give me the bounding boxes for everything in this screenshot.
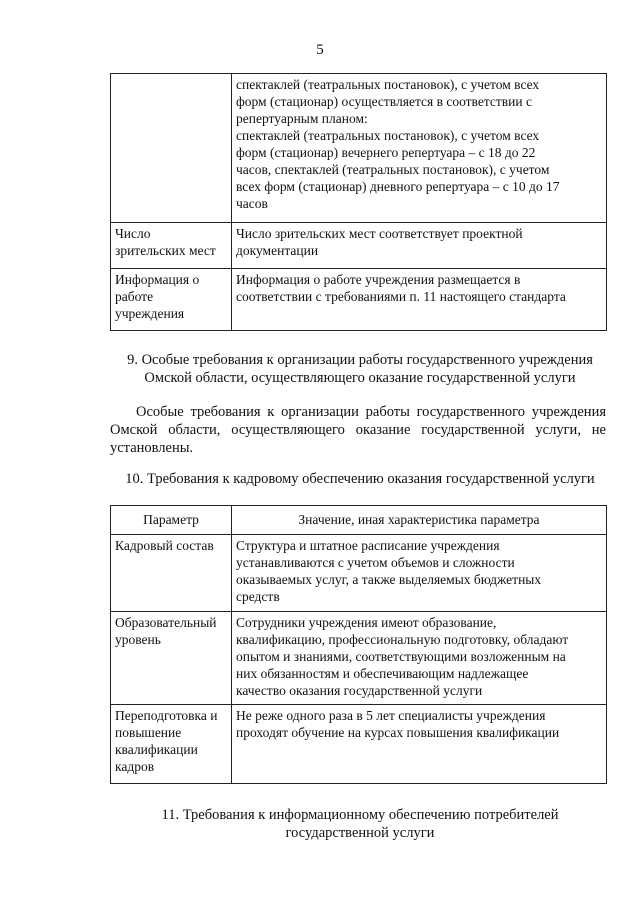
cell-line: всех форм (стационар) дневного репертуара – с 10 до 17: [236, 179, 560, 194]
value-cell: [232, 269, 607, 331]
cell-line: устанавливаются с учетом объемов и сложности: [236, 555, 515, 570]
cell-line: часов: [236, 196, 268, 211]
table-header-row: [111, 506, 607, 535]
param-cell: [111, 705, 232, 784]
cell-line: оказываемых услуг, а также выделяемых бюджетных: [236, 572, 542, 587]
column-header-value: Значение, иная характеристика параметра: [232, 506, 607, 535]
cell-line: Кадровый состав: [115, 538, 214, 553]
cell-line: спектаклей (театральных постановок), с учетом всех: [236, 128, 540, 143]
cell-line: репертуарным планом:: [236, 111, 368, 126]
cell-line: уровень: [115, 632, 161, 647]
table-row: [111, 612, 607, 705]
cell-line: Структура и штатное расписание учреждения: [236, 538, 500, 553]
cell-line: опытом и знаниями, соответствующими возложенным на: [236, 649, 566, 664]
cell-line: спектаклей (театральных постановок), с учетом всех: [236, 77, 540, 92]
value-cell: [232, 223, 607, 269]
cell-line: Число: [115, 226, 151, 241]
heading-line: 10. Требования к кадровому обеспечению оказания государственной услуги: [125, 471, 595, 487]
cell-line: соответствии с требованиями п. 11 настоящего стандарта: [236, 289, 566, 304]
cell-line: форм (стационар) вечернего репертуара – с 18 до 22: [236, 145, 536, 160]
param-cell: [111, 612, 232, 705]
cell-line: них обязанностям и обеспечивающим надлежащее: [236, 666, 529, 681]
value-cell: [232, 705, 607, 784]
param-cell: [111, 74, 232, 223]
value-cell: [232, 535, 607, 612]
table-row: [111, 535, 607, 612]
cell-line: квалификацию, профессиональную подготовку, обладают: [236, 632, 569, 647]
cell-line: зрительских мест: [115, 243, 216, 258]
cell-line: Сотрудники учреждения имеют образование,: [236, 615, 497, 630]
param-cell: [111, 535, 232, 612]
staffing-table: [110, 505, 607, 784]
heading-line: 9. Особые требования к организации работы государственного учреждения: [127, 352, 593, 368]
cell-line: средств: [236, 589, 280, 604]
cell-line: Переподготовка и: [115, 708, 218, 723]
cell-line: форм (стационар) осуществляется в соответствии с: [236, 94, 532, 109]
cell-line: проходят обучение на курсах повышения квалификации: [236, 725, 560, 740]
table-row: [111, 74, 607, 223]
heading-line: Омской области, осуществляющего оказание государственной услуги: [144, 370, 576, 386]
cell-line: документации: [236, 243, 319, 258]
cell-line: часов, спектаклей (театральных постановок), с учетом: [236, 162, 550, 177]
cell-line: Число зрительских мест соответствует проектной: [236, 226, 523, 241]
param-cell: [111, 269, 232, 331]
cell-line: квалификации: [115, 742, 198, 757]
cell-line: повышение: [115, 725, 182, 740]
page-number: 5: [316, 42, 324, 58]
column-header-param: Параметр: [111, 506, 232, 535]
cell-line: работе: [115, 289, 154, 304]
cell-line: кадров: [115, 759, 155, 774]
section-10-heading: [100, 470, 620, 488]
heading-line: 11. Требования к информационному обеспечению потребителей: [161, 807, 559, 823]
cell-line: Информация о работе учреждения размещается в: [236, 272, 521, 287]
cell-line: качество оказания государственной услуги: [236, 683, 483, 698]
schedule-table: [110, 73, 607, 331]
value-cell: [232, 74, 607, 223]
table-row: [111, 705, 607, 784]
param-cell: [111, 223, 232, 269]
table-row: [111, 223, 607, 269]
value-cell: [232, 612, 607, 705]
cell-line: Образовательный: [115, 615, 217, 630]
cell-line: учреждения: [115, 306, 185, 321]
cell-line: Информация о: [115, 272, 200, 287]
section-9-body: Особые требования к организации работы государственного учреждения Омской области, осуществляющего оказание государственной услуги, не установлены.: [110, 404, 606, 456]
cell-line: Не реже одного раза в 5 лет специалисты учреждения: [236, 708, 546, 723]
section-11-heading: [100, 806, 620, 842]
section-9-heading: [100, 351, 620, 387]
table-row: [111, 269, 607, 331]
heading-line: государственной услуги: [285, 825, 435, 841]
